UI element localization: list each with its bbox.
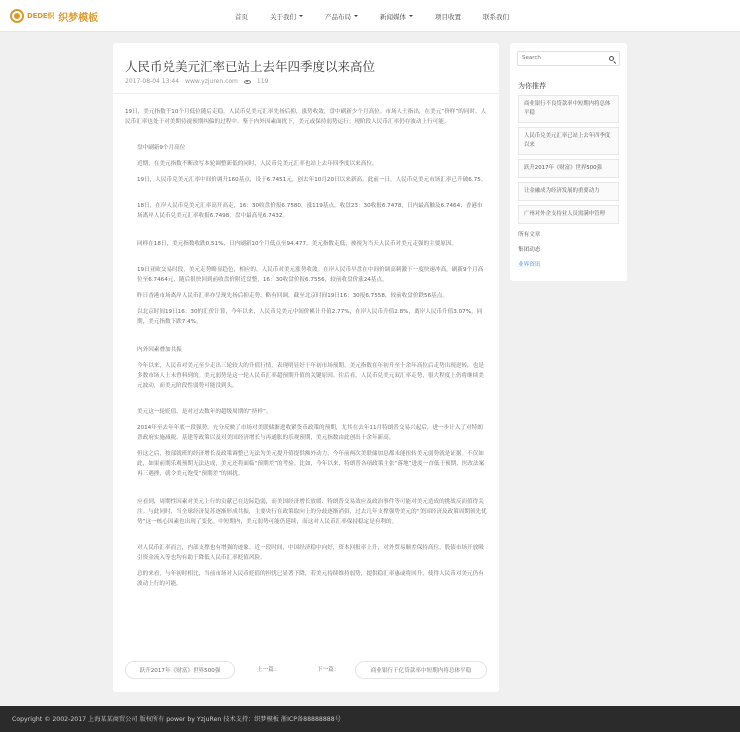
main-nav [235, 0, 531, 32]
recommend-item[interactable]: 跃升2017年《财富》世界500强 [518, 159, 619, 178]
paragraph: 19日亚欧交易时段，美元走势略显趋色，相应的，人民币对美元涨势收敛。在岸人民币早盘在中间价调高刺激下一度快速冲高，刷新9个月高位至6.7464元，随后很快回到前收盘价附近盘整，16：30收盘价报6.7556，较前收盘价涨24基点。 [137, 267, 484, 283]
paragraph [125, 483, 487, 493]
eye-icon [244, 80, 251, 84]
nav-projects[interactable] [435, 12, 461, 21]
category-group-news[interactable]: 集团动态 [518, 247, 541, 253]
divider [113, 93, 499, 94]
nav-contact[interactable] [483, 12, 509, 21]
section-heading: 盘中刷新9个月高位 [137, 145, 186, 151]
paragraph: 美元这一轮贬值，是对过去数年的超级周期的“挤样”。 [137, 409, 272, 415]
search-icon[interactable] [609, 56, 614, 61]
article-source: www.yzjuren.com [185, 78, 238, 85]
recommend-item[interactable]: 人民币兑美元汇率已站上去年四季度以来 [518, 127, 619, 155]
nav-about[interactable] [270, 12, 303, 21]
nav-label: 关于我们 [270, 12, 296, 21]
recommend-heading: 为你推荐 [518, 82, 546, 90]
article-views: 119 [256, 78, 269, 85]
footer-copyright: Copyright © 2002-2017 上海某某商贸公司 版权所有 power by YzjuRen 技术支持：织梦模板 浙ICP备88888888号 [12, 716, 341, 723]
paragraph: 但这之后，按部就班的经济增长及政策调整已无法为美元提升值提供额外动力，今年前两次美联储加息都未能扭转美元弱势就是证据。不仅如此，如果前期乐观预期无法达成，美元还将面临“预期差”的考验。比如，今年以来，特朗普各项政策主张“落地”进度一直低于预期，医改法案再三遇挫，就令美元饱受“预期差”的困扰。 [137, 451, 485, 477]
paragraph [125, 225, 487, 235]
paragraph: 19日，美元指数于10个月低位随后走稳，人民币兑美元汇率先扬后抑，涨势收敛，盘中刷新少个月高位。市场人士指出，在美元“挤样”的同时，人民币汇率也处于对美期待视预期纠偏的过程中。鉴于内外因素面扰下，美元或保持弱势运行；现阶段人民币汇率仍存波动上行可能。 [125, 109, 487, 125]
logo-icon [10, 9, 24, 23]
recommend-list [518, 95, 619, 228]
next-label: 下一篇： [317, 667, 340, 673]
chevron-down-icon [299, 15, 303, 17]
search-input[interactable] [522, 55, 602, 61]
next-article-link[interactable]: 商业银行千亿贷款率中短期内将总体平稳 [355, 661, 487, 679]
prev-next-nav [125, 661, 487, 679]
chevron-down-icon [354, 15, 358, 17]
recommend-item[interactable]: 广州对外企支持业人员需满申管理 [518, 205, 619, 224]
nav-home[interactable] [235, 12, 248, 21]
chevron-down-icon [409, 15, 413, 17]
site-logo[interactable] [10, 9, 98, 23]
paragraph: 以北京时间19日16：30的汇价计算，今年以来，人民币兑美元中间价累计升值2.77%，在岸人民币升值2.8%，离岸人民币升值3.07%。同期，美元指数下跌7.4%。 [137, 309, 483, 325]
logo-text-cn: 织梦模板 [58, 12, 99, 24]
paragraph: 总的来看，与年初时相比，当前市场对人民币贬值的担忧已显著下降，若美元持续维持弱势，提供稳汇率惠或将回升，使得人民币对美元仍有波动上行的可能。 [137, 571, 484, 587]
paragraph: 18日，在岸人民币兑美元汇率高开高走，16：30收盘价报6.7580，涨119基点，收盘23：30收报6.7478，日内最高触及6.7464；香港市场离岸人民币兑美元汇率收报6.7498，盘中最高见6.7432。 [137, 203, 483, 219]
article-title: 人民币兑美元汇率已站上去年四季度以来高位 [125, 59, 376, 74]
paragraph: 同样在18日，美元指数收跌0.51%，日内刷新10个月低点至94.477。美元指数走低，被视为当天人民币对美元走强的主要原因。 [137, 241, 458, 247]
recommend-item[interactable]: 商业银行不良贷款率中短期内将总体平稳 [518, 95, 619, 123]
paragraph: 对人民币汇率而言，内部支撑也有增强的迹象。近一段时间，中国经济稳中向好，资本回报率上升，对外贸易顺差保持高位，股债市场开放吸引资金流入等也均有助于降低人民币汇率贬值风险。 [137, 545, 484, 561]
paragraph: 19日，人民币兑美元汇率中间价调升160基点，设于6.7451元，创去年10月20日以来新高。此前一日，人民币兑美元市场汇率已升破6.75。 [137, 177, 487, 183]
paragraph: 今年以来，人民币对美元至少走出三轮较大的升值行情，表现明显好于年初市场预期。美元指数在年初升至十余年高位后走势出现逆转，也是多数市场人士未曾料到的。美元弱势是这一轮人民币汇率超预期升值的关键原因。往后看，人民币兑美元双汇率走势，很大程度上仍将继续美元波动，而美元阶段性弱势可能没到头。 [137, 363, 484, 389]
nav-label: 产品布局 [325, 12, 351, 21]
article-date: 2017-08-04 13:44 [125, 78, 180, 85]
nav-label: 首页 [235, 12, 248, 21]
nav-products[interactable] [325, 12, 358, 21]
category-industry[interactable]: 业界资讯 [518, 262, 541, 268]
nav-label: 联系我们 [483, 12, 509, 21]
recommend-item[interactable]: 让金融成为经济发展的重要动力 [518, 182, 619, 201]
paragraph: 昨日香港市场离岸人民币汇率亦呈现先扬后抑走势，略有回调，截至北京时间19日16：30报6.7558，较前收盘价跌56基点。 [137, 293, 448, 299]
nav-news[interactable] [380, 12, 413, 21]
category-all[interactable]: 所有文章 [518, 232, 541, 238]
paragraph: 近期，在美元指数不断改写本轮调整新低的同时，人民币兑美元汇率也站上去年四季度以来高位。 [137, 161, 378, 167]
paragraph: 2014年至去年年底一段强势，充分反映了市场对美联储渐进收紧货币政策的预期，尤其在去年11月特朗普交易兴起后，进一步计入了对特朗普政府实施减税、基建等政策以及对美国经济增长与再通胀的乐观预期，美元指数由此创出十余年新高。 [137, 425, 483, 441]
sidebar [510, 43, 627, 281]
section-heading: 内外因素叠加共振 [137, 347, 182, 353]
site-footer [0, 706, 740, 732]
prev-label: 上一篇： [257, 667, 280, 673]
category-list [518, 230, 540, 275]
nav-label: 新闻媒体 [380, 12, 406, 21]
nav-label: 项目收置 [435, 12, 461, 21]
site-header [0, 0, 740, 32]
article-card [113, 43, 499, 692]
prev-article-link[interactable]: 跃升2017年《财富》世界500强 [125, 661, 235, 679]
paragraph [125, 331, 487, 341]
search-box [517, 51, 620, 66]
paragraph: 应看到，周期性因素对美元上行的贡献已在边际趋弱，而美国经济增长放缓、特朗普交易效应及政治事件等可能对美元造成的挑战反而值得关注。与此同时，当全球经济复苏逐渐形成共振，主要央行在政策取向上的分歧逐渐消弭，过去几年支撑强势美元的“美国经济及政策周期领先优势”这一核心因素也出现了变化。中短期内，美元弱势可能仍延续，而这对人民币汇率保持稳定是有利的。 [137, 499, 487, 525]
logo-text-en: DEDE织 [27, 12, 55, 20]
article-meta [125, 78, 274, 85]
article-body [125, 107, 487, 589]
